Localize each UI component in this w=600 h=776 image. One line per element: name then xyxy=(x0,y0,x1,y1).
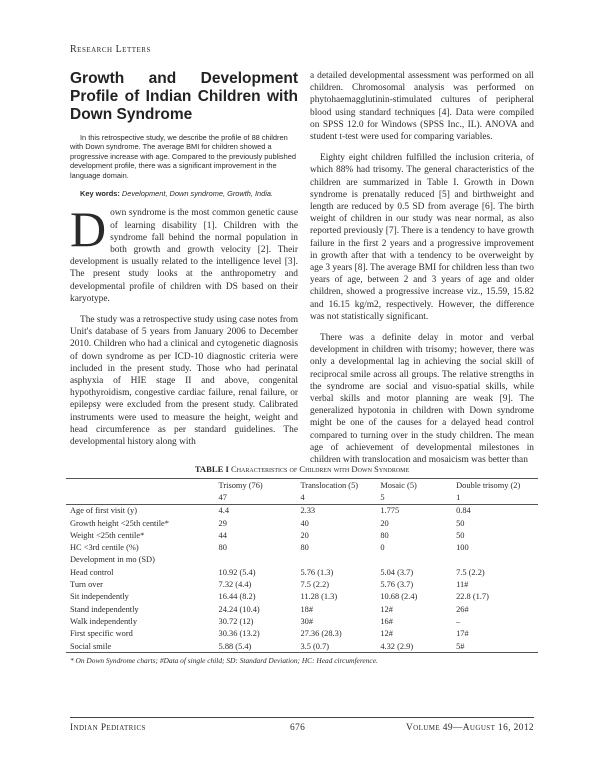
table-cell xyxy=(300,554,380,566)
table-cell: 7.5 (2.2) xyxy=(300,580,330,590)
table-row xyxy=(66,566,538,578)
table-cell: 16# xyxy=(380,616,393,626)
table-row xyxy=(66,603,538,615)
table-cell: 20 xyxy=(380,518,389,528)
table-cell: 24.24 (10.4) xyxy=(218,604,260,614)
table-cell: 18# xyxy=(300,604,314,614)
row-label-cell: Head control xyxy=(70,567,114,577)
table-cell: 5# xyxy=(456,640,538,653)
header-cell: Mosaic (5) xyxy=(380,479,456,492)
characteristics-table xyxy=(66,478,538,653)
table-cell: 12# xyxy=(380,604,393,614)
table-row xyxy=(66,529,538,541)
volume-info: Volume 49—August 16, 2012 xyxy=(405,723,534,733)
table-cell: 22.8 (1.7) xyxy=(456,592,489,602)
table-footnote: * On Down Syndrome charts; #Data of single child; SD: Standard Deviation; HC: Head circumference. xyxy=(70,656,378,666)
table-cell: 30# xyxy=(300,616,314,626)
table-row xyxy=(66,541,538,553)
table-row xyxy=(66,517,538,529)
table-cell: 30.36 (13.2) xyxy=(218,629,260,639)
header-cell xyxy=(66,479,219,492)
table-cell: 12# xyxy=(380,629,393,639)
table-cell: 7.5 (2.2) xyxy=(456,567,485,577)
table-cell: 30.72 (12) xyxy=(218,616,254,626)
table-cell: 40 xyxy=(300,518,309,528)
header-cell: Trisomy (76) xyxy=(219,479,301,492)
table-cell: 4.4 xyxy=(218,506,230,516)
page-number: 676 xyxy=(290,723,306,733)
article-title: Growth and Development Profile of Indian Children with Down Syndrome xyxy=(70,70,298,123)
abstract-text: In this retrospective study, we describe the profile of 88 children with Down syndrome. The average BMI for children showed a progressive increase with age. Compared to the previously published development profile, there was a significant improvement in the language domain. xyxy=(70,133,296,180)
journal-name: Indian Pediatrics xyxy=(70,723,146,733)
count-cell xyxy=(66,491,219,504)
table-cell: 1.775 xyxy=(380,506,400,516)
table-cell: – xyxy=(456,616,461,626)
table-cell xyxy=(219,554,301,566)
table-cell: 10.68 (2.4) xyxy=(380,592,418,602)
row-label-cell: Development in mo (SD) xyxy=(70,555,155,565)
table-row xyxy=(66,591,538,603)
count-cell: 47 xyxy=(219,491,301,504)
row-label-cell: Age of first visit (y) xyxy=(70,506,137,516)
discussion-paragraph: There was a definite delay in motor and verbal development in children with trisomy; however, there was only a developmental lag in achieving the social skill of reciprocal smile across all groups. The relative strengths in the syndrome are social and visuo-spatial skills, while verbal skills and motor planning are weak [9]. The generalized hypotonia in children with Down syndrome might be one of the causes for a delayed head control compared to turning over in the study children. The mean age of achievement of developmental milestones in children with translocation and mosaicism was better than xyxy=(310,333,534,466)
table-row xyxy=(66,554,538,566)
table-caption: Characteristics of Children with Down Syndrome xyxy=(230,464,410,474)
header-cell: Double trisomy (2) xyxy=(456,479,538,492)
table-cell xyxy=(456,554,538,566)
table-cell: 29 xyxy=(218,518,227,528)
table-block xyxy=(66,464,538,665)
table-cell: 44 xyxy=(218,530,227,540)
table-cell: 20 xyxy=(300,530,309,540)
table-cell: 80 xyxy=(218,543,227,553)
table-cell: 17# xyxy=(456,629,469,639)
table-cell: 80 xyxy=(300,543,309,553)
table-row xyxy=(66,628,538,640)
left-column xyxy=(70,70,298,457)
table-cell: 10.92 (5.4) xyxy=(218,567,256,577)
table-label: TABLE I xyxy=(194,464,229,474)
table-cell: 5.88 (5.4) xyxy=(219,640,301,653)
table-cell xyxy=(380,554,456,566)
count-cell: 4 xyxy=(300,491,380,504)
table-cell: 26# xyxy=(456,604,469,614)
table-cell: 50 xyxy=(456,530,465,540)
table-cell: 5.76 (1.3) xyxy=(300,567,334,577)
row-label-cell: Sit independently xyxy=(70,592,129,602)
table-count-row xyxy=(66,491,538,504)
table-cell: 0 xyxy=(380,543,385,553)
abstract xyxy=(70,133,298,198)
table-row xyxy=(66,615,538,627)
results-paragraph: Eighty eight children fulfilled the inclusion criteria, of which 88% had trisomy. The general characteristics of the children are summarized in Table I. Growth in Down syndrome is prenatally reduced [5] and birthweight and length are reduced by 0.5 SD from average [6]. The birth weight of children in our study was near normal, as also reported previously [7]. There is a tendency to have growth failure in the first 2 years and a progressive improvement in growth after that with a tendency to be overweight by age 3 years [8]. The average BMI for children less than two years of age, between 2 and 3 years of age and older children, showed a progressive increase viz., 15.59, 15.82 and 16.15 kg/m2, respectively. However, the difference was not statistically significant. xyxy=(310,153,534,322)
table-title xyxy=(66,464,538,474)
footer-rule xyxy=(70,717,534,718)
table-header-row xyxy=(66,479,538,492)
table-cell: 11.28 (1.3) xyxy=(300,592,338,602)
table-cell: 50 xyxy=(456,518,465,528)
methods-paragraph: The study was a retrospective study using case notes from Unit's database of 5 years from January 2006 to December 2010. Children who had a clinical and cytogenetic diagnosis of down syndrome as per ICD-10 diagnostic criteria were included in the present study. Those who had perinatal asphyxia of HIE stage II and above, congenital hypothyroidism, congestive cardiac failure, renal failure, or epilepsy were excluded from the present study. Calibrated instruments were used to measure the height, weight and head circumference as per standard guidelines. The developmental history along with xyxy=(70,315,298,448)
section-header: Research Letters xyxy=(70,44,151,55)
table-cell: 2.33 xyxy=(300,506,316,516)
row-label-cell: HC <3rd centile (%) xyxy=(70,543,139,553)
row-label-cell: Stand independently xyxy=(70,604,139,614)
intro-text: own syndrome is the most common genetic cause of learning disability [1]. Children with the syndrome fall behind the normal population in both growth and growth velocity [2]. Their development is usually related to the intelligence level [3]. The present study looks at the anthropometry and developmental profile of children with DS based on their karyotype. xyxy=(70,208,298,304)
methods-continued-paragraph: a detailed developmental assessment was performed on all children. Chromosomal analysis was performed on phytohaemagglutinin-stimulated cultures of peripheral blood using standard techniques [4]. Data were compiled on SPSS 12.0 for Windows (SPSS Inc., IL). ANOVA and student t-test were used for comparing variables. xyxy=(310,71,534,143)
keywords xyxy=(70,189,298,198)
table-cell: 0.84 xyxy=(456,506,471,516)
keywords-text: Development, Down syndrome, Growth, India. xyxy=(121,189,274,199)
table-cell: 5.76 (3.7) xyxy=(380,580,414,590)
header-cell: Translocation (5) xyxy=(300,479,380,492)
row-label-cell: Growth height <25th centile* xyxy=(70,518,169,528)
table-row xyxy=(66,640,538,653)
table-row xyxy=(66,578,538,590)
row-label-cell: Social smile xyxy=(66,640,219,653)
table-cell: 27.36 (28.3) xyxy=(300,629,342,639)
row-label-cell: First specific word xyxy=(70,629,133,639)
row-label-cell: Turn over xyxy=(70,580,103,590)
table-cell: 11# xyxy=(456,580,469,590)
drop-cap: D xyxy=(70,201,107,258)
table-cell: 7.32 (4.4) xyxy=(218,580,252,590)
table-cell: 5.04 (3.7) xyxy=(380,567,414,577)
row-label-cell: Weight <25th centile* xyxy=(70,530,145,540)
table-cell: 80 xyxy=(380,530,389,540)
table-cell: 4.32 (2.9) xyxy=(380,640,456,653)
table-cell: 16.44 (8.2) xyxy=(218,592,256,602)
count-cell: 1 xyxy=(456,491,538,504)
table-cell: 3.5 (0.7) xyxy=(300,640,380,653)
intro-paragraph xyxy=(70,201,298,305)
table-cell: 100 xyxy=(456,543,469,553)
count-cell: 5 xyxy=(380,491,456,504)
keywords-label: Key words: xyxy=(80,189,120,199)
table-row xyxy=(66,504,538,517)
right-column xyxy=(310,70,534,475)
row-label-cell: Walk independently xyxy=(70,616,138,626)
